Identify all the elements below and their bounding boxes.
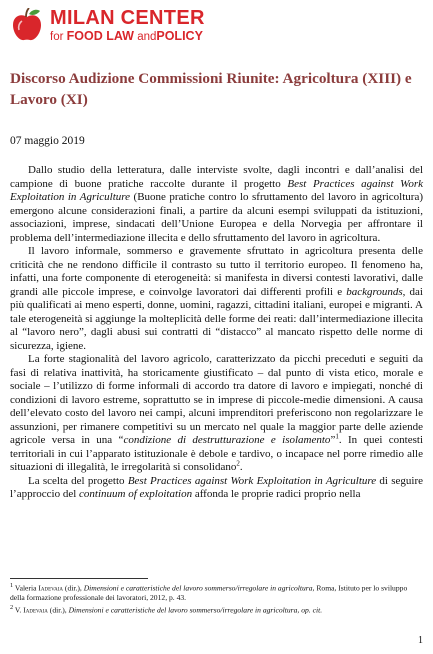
footnote-2: $^2$ V. Iadevaia (dir.), Dimensioni e caratteristiche del lavoro sommerso/irregolare in agricoltura, op. cit. <box>10 603 323 615</box>
footnote-1: $^1$ Valeria Iadevaia (dir.), Dimensioni e caratteristiche del lavoro sommerso/irregolare in agricoltura, Roma, Istituto per lo sviluppo della formazione professionale dei lavoratori, 2012, p. 43. <box>10 582 408 602</box>
apple-icon <box>10 8 44 42</box>
document-body <box>10 164 423 502</box>
footnote-ref-2[interactable]: 2 <box>236 459 240 468</box>
paragraph-2: Il lavoro informale, sommerso e gravemente sfruttato in agricoltura presenta delle criticità che ne rendono difficile il contrasto su tutto il territorio europeo. Il fenomeno ha, infatti, una forte componente di eterogeneità: si manifesta in diversi contesti lavorativi, dalle grandi alle piccole imprese, e coinvolge lavoratori dai differenti profili e backgrounds, dai più qualificati ai meno esperti, donne, uomini, ragazzi, cittadini italiani, europei e migranti. A tale eterogeneità si aggiunge la molteplicità delle forme dei reati: dall’intermediazione illecita al “lavoro nero”, dagli abusi sui contratti di “distacco” al mancato rispetto delle norme di sicurezza, igiene. <box>10 245 423 352</box>
footnotes <box>10 581 423 615</box>
footnote-ref-1[interactable]: 1 <box>335 432 339 441</box>
page-number: 1 <box>418 635 423 646</box>
footnote-separator <box>10 578 148 579</box>
logo-title: MILAN CENTER <box>50 7 205 29</box>
paragraph-4: La scelta del progetto Best Practices against Work Exploitation in Agriculture di seguire l’approccio del continuum of exploitation affonda le proprie radici proprio nella <box>10 474 423 500</box>
document-date: 07 maggio 2019 <box>10 135 85 147</box>
logo <box>10 6 240 46</box>
paragraph-1: Dallo studio della letteratura, dalle interviste svolte, dagli incontri e dall’analisi del campione di buone pratiche raccolte durante il progetto Best Practices against Work Exploitation in Agriculture (Buone pratiche contro lo sfruttamento del lavoro in agricoltura) emergono alcune considerazioni finali, a partire da alcuni esempi sviluppati da istituzioni, associazioni, imprese, sindacati dell’Unione Europea e della Norvegia per affrontare il problema dell’intermediazione illecita e dello sfruttamento del lavoro in agricoltura. <box>10 164 423 244</box>
paragraph-3: La forte stagionalità del lavoro agricolo, caratterizzato da picchi preceduti e seguiti da fasi di relativa inattività, ha storicamente giustificato – dal punto di vista etico, morale e sociale – l’utilizzo di forme informali di accordo tra datore di lavoro e impiegati, nonché di condizioni di lavoro estreme, soprattutto se in imprese di piccole-medie dimensioni. A causa dell’elevato costo del lavoro nei campi, alcuni imprenditori preferiscono non regolarizzare le assunzioni, per rimanere competitivi su un mercato nel quale la maggior parte delle aziende agricole versa in una “condizione di destrutturazione e isolamento”$^1$. In quei contesti territoriali in cui l’apparato istituzionale è debole e tardivo, o incapace nel porre rimedio alle situazioni di illegalità, le irregolarità si consolidano$^2$. <box>10 353 424 473</box>
document-title: Discorso Audizione Commissioni Riunite: Agricoltura (XIII) e Lavoro (XI) <box>10 70 412 108</box>
logo-subtitle: for FOOD LAW andPOLICY <box>50 29 203 43</box>
